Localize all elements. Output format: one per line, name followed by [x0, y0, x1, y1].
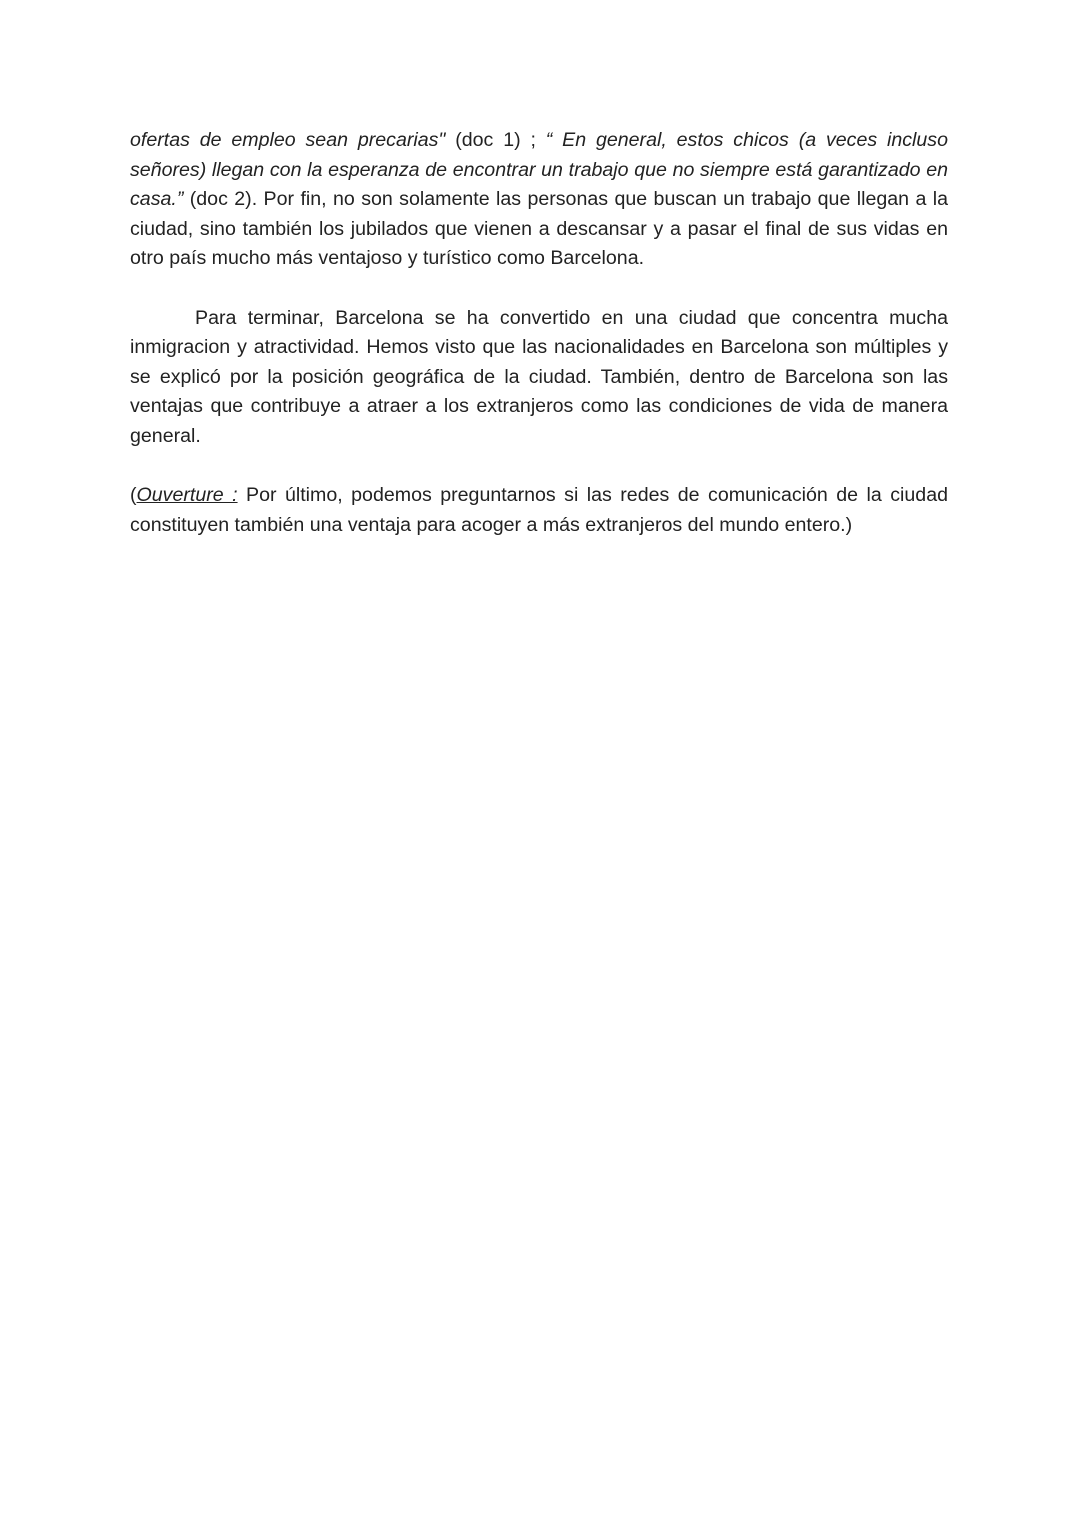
- conclusion-text: Para terminar, Barcelona se ha convertido en una ciudad que concentra mucha inmigracion y atractividad. Hemos visto que las nacionalidades en Barcelona son múltiples y se explicó por la posición geográfica de la ciudad. También, dentro de Barcelona son las ventajas que contribuye a atraer a los extranjeros como las condiciones de vida de manera general.: [130, 306, 948, 447]
- quote-doc1: ofertas de empleo sean precarias": [130, 129, 446, 151]
- ouverture-text: Por último, podemos preguntarnos si las redes de comunicación de la ciudad constituyen también una ventaja para acoger a más extranjeros del mundo entero.): [130, 484, 948, 536]
- document-page: [130, 126, 948, 540]
- paragraph-ouverture: [130, 481, 948, 540]
- paragraph-sources-text: (doc 2). Por fin, no son solamente las personas que buscan un trabajo que llegan a la ciudad, sino también los jubilados que vienen a descansar y a pasar el final de sus vidas en otro país mucho más ventajoso y turístico como Barcelona.: [130, 188, 948, 270]
- citation-doc1: (doc 1) ;: [445, 129, 546, 151]
- ouverture-label: Ouverture :: [136, 484, 238, 507]
- quote-doc2: “ En general, estos chicos (a veces incluso señores) llegan con la esperanza de encontrar un trabajo que no siempre está garantizado en casa.”: [130, 129, 948, 211]
- paragraph-sources: [130, 126, 948, 274]
- ouverture-open-paren: (: [130, 484, 137, 507]
- paragraph-conclusion: [130, 304, 948, 452]
